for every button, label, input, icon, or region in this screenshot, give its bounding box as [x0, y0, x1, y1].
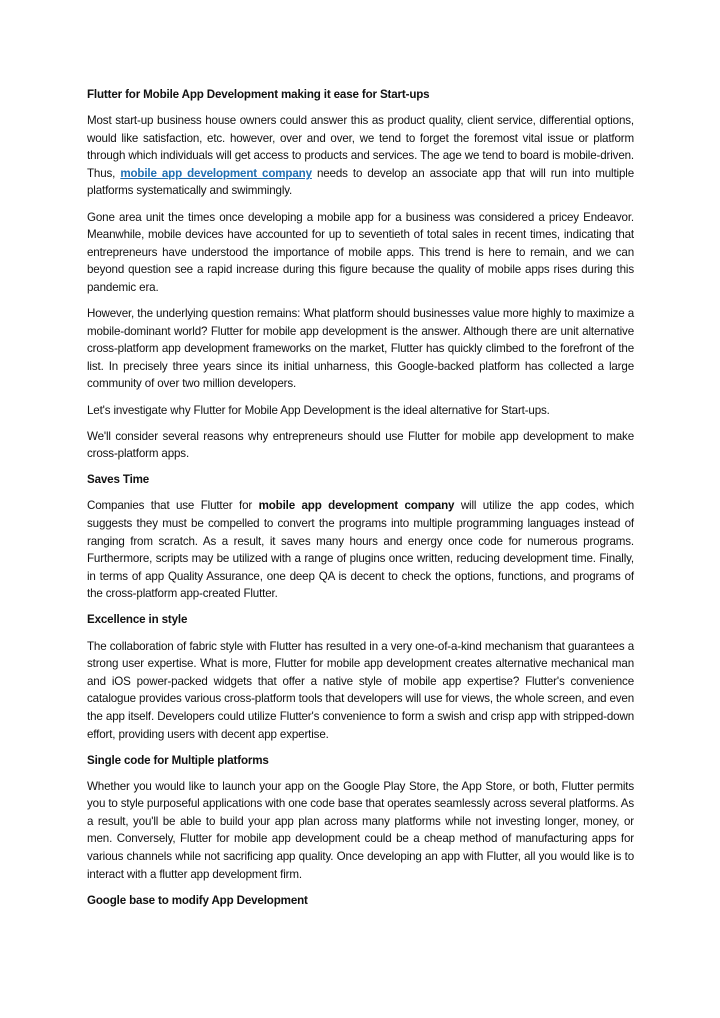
section-heading-saves-time: Saves Time: [87, 473, 150, 487]
section-heading-excellence-in-style: Excellence in style: [87, 613, 188, 627]
document-title: Flutter for Mobile App Development making it ease for Start-ups: [87, 88, 430, 101]
section-body-saves-time: [87, 497, 634, 603]
section-body-excellence-in-style: The collaboration of fabric style with Flutter has resulted in a very one-of-a-kind mechanism that guarantees a strong user expertise. What is more, Flutter for mobile app development creates alternative mechanical man and iOS power-packed widgets that offer a native style of mobile app expertise? Flutter's convenience catalogue provides various cross-platform tools that developers will use for views, the whole screen, and even the app itself. Developers could utilize Flutter's convenience to form a swish and crisp app with stripped-down effort, providing users with decent app expertise.: [87, 639, 634, 741]
document-page: [87, 86, 634, 918]
section-body-single-code: Whether you would like to launch your app on the Google Play Store, the App Store, or both, Flutter permits you to style purposeful applications with one code base that operates seamlessly across several platforms. As a result, you'll be able to build your app plan across many platforms while not investing longer, money, or men. Conversely, Flutter for mobile app development could be a cheap method of manufacturing apps for various channels while not sacrificing app quality. Once developing an app with Flutter, all you would like is to interact with a flutter app development firm.: [87, 779, 634, 881]
intro-text-after-link: needs to develop an associate app that will run into multiple platforms systematically and swimmingly.: [87, 166, 634, 198]
mobile-app-development-company-link[interactable]: mobile app development company: [120, 166, 312, 180]
intro-paragraph-5: We'll consider several reasons why entrepreneurs should use Flutter for mobile app development to make cross-platform apps.: [87, 429, 634, 461]
saves-time-text-before: Companies that use Flutter for: [87, 499, 259, 513]
intro-paragraph-4: Let's investigate why Flutter for Mobile App Development is the ideal alternative for Start-ups.: [87, 403, 550, 417]
section-heading-google-base: Google base to modify App Development: [87, 893, 308, 907]
intro-paragraph-2: Gone area unit the times once developing a mobile app for a business was considered a pricey Endeavor. Meanwhile, mobile devices have accounted for up to seventieth of total sales in recent times, indicating that entrepreneurs have understood the importance of mobile apps. This trend is here to remain, and we can beyond question see a rapid increase during this figure because the quality of mobile apps rises during this pandemic era.: [87, 210, 634, 294]
intro-paragraph-3: However, the underlying question remains: What platform should businesses value more highly to maximize a mobile-dominant world? Flutter for mobile app development is the answer. Although there are unit alternative cross-platform app development frameworks on the market, Flutter has quickly climbed to the forefront of the list. In precisely three years since its initial unharness, this Google-backed platform has collected a large community of over two million developers.: [87, 307, 634, 391]
intro-text-before-link: Most start-up business house owners could answer this as product quality, client service, differential options, would like satisfaction, etc. however, over and over, we tend to forget the foremost vital issue or platform through which individuals will get access to products and services. The age we tend to board is mobile-driven. Thus,: [87, 114, 634, 180]
section-heading-single-code: Single code for Multiple platforms: [87, 753, 269, 767]
saves-time-text-after: will utilize the app codes, which suggests they must be compelled to convert the programs into multiple programming languages instead of ranging from scratch. As a result, it saves many hours and energy once code for numerous programs. Furthermore, scripts may be utilized with a range of plugins once written, reducing development time. Finally, in terms of app Quality Assurance, one deep QA is decent to check the options, functions, and programs of the cross-platform app-created Flutter.: [87, 499, 635, 601]
intro-paragraph-1: [87, 112, 634, 200]
saves-time-bold-phrase: mobile app development company: [258, 499, 455, 513]
